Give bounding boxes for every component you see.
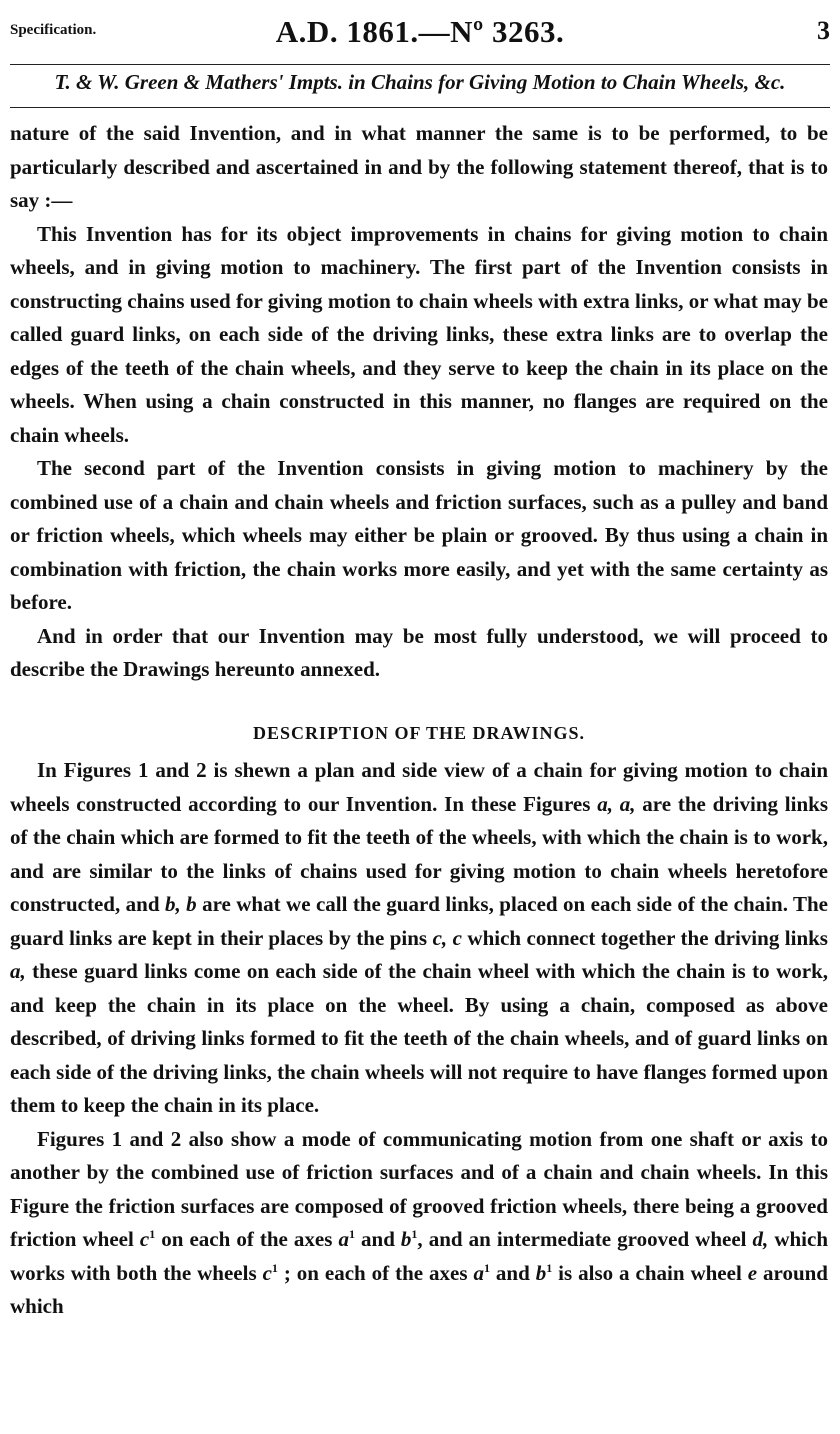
header-rule-top — [10, 64, 830, 65]
header-rule-bottom — [10, 107, 830, 108]
paragraph-proceed: And in order that our Invention may be most fully understood, we will proceed to describe the Drawings hereunto annexed. — [10, 623, 828, 681]
text-run: and — [354, 1227, 401, 1251]
section-heading: DESCRIPTION OF THE DRAWINGS. — [252, 722, 586, 743]
superscript: 1 — [149, 1227, 156, 1241]
text-run: which connect together the driving links — [461, 925, 828, 950]
paragraph-figures-1-2 — [10, 754, 828, 1123]
text-run: ; on each of the axes — [277, 1260, 474, 1285]
superscript: 1 — [348, 1227, 355, 1241]
page-header — [10, 10, 830, 52]
text-run: Figures 1 and 2 also show a mode of communicating motion from one shaft or axis to another by the combined use of friction surfaces and of a chain and chain wheels. In this Figure the friction surfaces are composed of grooved friction wheels, there being a grooved friction wheel — [10, 1126, 828, 1251]
text-run: , and an intermediate grooved wheel — [417, 1227, 753, 1251]
text-run: are what we call the guard links, placed on each side of the chain. The guard links are kept in their places by the pins — [10, 892, 829, 950]
italic-letter: a — [473, 1260, 484, 1285]
italic-letter: c — [262, 1260, 272, 1285]
italic-letter: c, c — [432, 925, 462, 950]
italic-letter: d, — [752, 1227, 769, 1251]
text-run: are the driving links of the chain which are formed to fit the teeth of the wheels, with which the chain is to work, and are similar to the links of chains used for giving motion to chain wheels heretofore constructed, and — [10, 791, 829, 916]
italic-letter: b, b — [164, 892, 197, 916]
italic-letter: b — [400, 1227, 412, 1251]
text-run: is also a chain wheel — [552, 1260, 748, 1285]
italic-letter: b — [535, 1260, 547, 1285]
superscript: 1 — [546, 1260, 553, 1275]
italic-letter: a, a, — [597, 791, 636, 816]
text-run: around which — [10, 1260, 828, 1318]
page-number: 3 — [817, 16, 830, 45]
italic-letter: a — [338, 1227, 349, 1251]
italic-letter: e — [747, 1260, 758, 1285]
paragraph-second-part: The second part of the Invention consists in giving motion to machinery by the combined use of a chain and chain wheels and friction surfaces, such as a pulley and band or friction wheels, which wheels may either be plain or grooved. By thus using a chain in combination with friction, the chain works more easily, and yet with the same certainty as before. — [10, 456, 828, 614]
paragraph-object: This Invention has for its object improvements in chains for giving motion to chain wheels, and in giving motion to machinery. The first part of the Invention consists in constructing chains used for giving motion to chain wheels with extra links, or what may be called guard links, on each side of the driving links, these extra links are to overlap the edges of the teeth of the chain wheels, and they serve to keep the chain in its place on the wheels. When using a chain constructed in this manner, no flanges are required on the chain wheels. — [10, 221, 828, 447]
text-run: and — [489, 1260, 536, 1285]
running-subtitle: T. & W. Green & Mathers' Impts. in Chains for Giving Motion to Chain Wheels, &c. — [54, 70, 786, 94]
text-run: on each of the axes — [155, 1227, 339, 1251]
document-body — [10, 117, 828, 1324]
superscript: 1 — [411, 1227, 418, 1241]
paragraph-friction-surfaces — [10, 1123, 828, 1324]
superscript: 1 — [483, 1260, 490, 1275]
text-run: these guard links come on each side of the chain wheel with which the chain is to work, and keep the chain in its place on the wheel. By using a chain, composed as above described, of driving links formed to fit the teeth of the chain wheels, and of guard links on each side of the driving links, the chain wheels will not require to have flanges formed upon them to keep the chain in its place. — [10, 959, 828, 1117]
text-run: which works with both the wheels — [10, 1227, 829, 1285]
paragraph-continuation: nature of the said Invention, and in what manner the same is to be performed, to be particularly described and ascertained in and by the following statement thereof, that is to say :— — [10, 121, 828, 212]
specification-label: Specification. — [10, 22, 97, 38]
page-title: A.D. 1861.—Nº 3263. — [275, 14, 565, 49]
italic-letter: a, — [10, 959, 26, 983]
italic-letter: c — [139, 1227, 150, 1251]
superscript: 1 — [271, 1260, 278, 1275]
text-run: In Figures 1 and 2 is shewn a plan and side view of a chain for giving motion to chain wheels constructed according to our Invention. In these Figures — [10, 758, 828, 816]
